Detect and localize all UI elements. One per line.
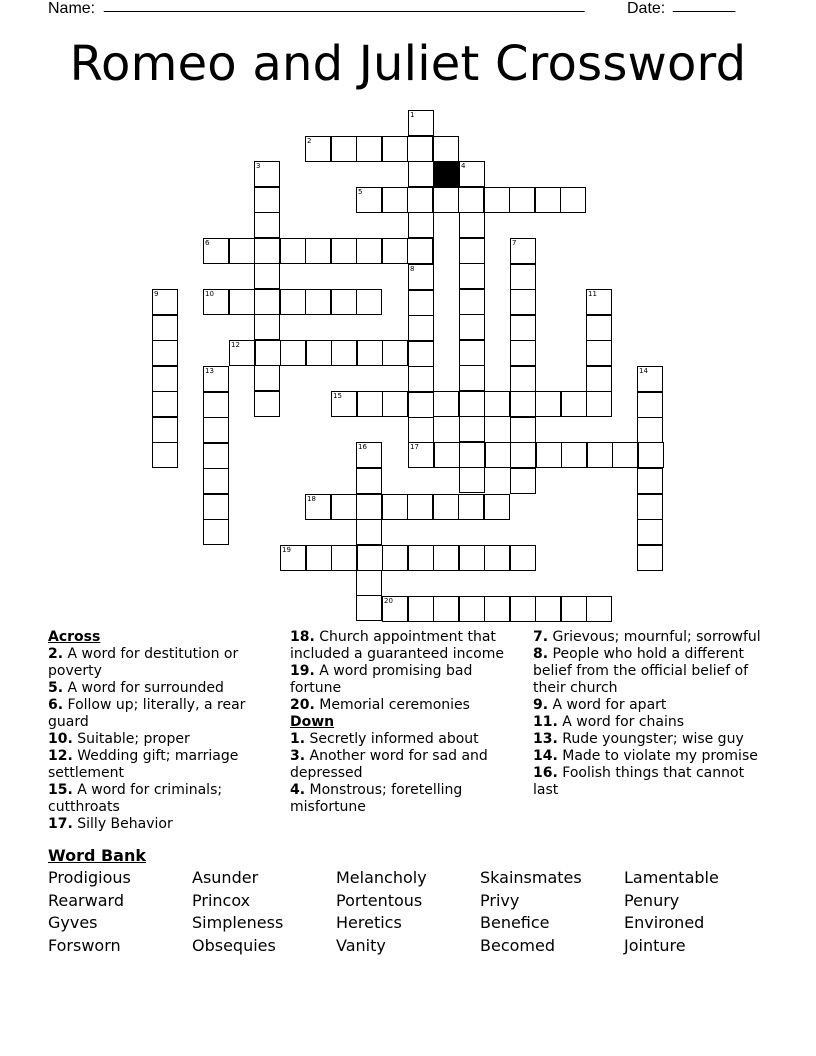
grid-cell[interactable] xyxy=(152,442,178,468)
grid-cell[interactable] xyxy=(510,417,536,443)
grid-cell[interactable] xyxy=(459,416,485,442)
grid-cell[interactable] xyxy=(203,366,229,392)
black-cell xyxy=(433,162,459,188)
grid-cell[interactable] xyxy=(561,391,587,417)
across-clue xyxy=(48,782,278,816)
grid-cell[interactable] xyxy=(382,187,408,213)
across-clue xyxy=(290,697,522,714)
word-bank-heading: Word Bank xyxy=(48,846,147,865)
clues-column-3 xyxy=(533,629,765,799)
clue-number: 7. xyxy=(533,629,549,645)
grid-cell[interactable] xyxy=(459,340,485,366)
page-title: Romeo and Juliet Crossword xyxy=(69,36,747,92)
clue-text: Silly Behavior xyxy=(72,816,173,832)
across-clue xyxy=(48,731,278,748)
grid-cell[interactable] xyxy=(408,264,434,290)
word-bank-item: Skainsmates xyxy=(480,868,582,887)
clue-number: 17. xyxy=(48,816,73,832)
cell-number: 5 xyxy=(358,188,363,196)
grid-cell[interactable] xyxy=(357,340,383,366)
grid-cell[interactable] xyxy=(203,519,229,545)
clue-number: 19. xyxy=(290,663,315,679)
grid-cell[interactable] xyxy=(637,494,663,520)
clue-text: A word for apart xyxy=(548,697,667,713)
grid-cell[interactable] xyxy=(254,238,280,264)
cell-number: 8 xyxy=(410,265,415,273)
grid-cell[interactable] xyxy=(459,596,485,622)
grid-cell[interactable] xyxy=(408,417,434,443)
grid-cell[interactable] xyxy=(280,545,306,571)
word-bank-item: Forsworn xyxy=(48,936,121,956)
word-bank-item: Simpleness xyxy=(192,913,284,933)
grid-cell[interactable] xyxy=(637,392,663,418)
grid-cell[interactable] xyxy=(152,340,178,366)
grid-cell[interactable] xyxy=(356,468,382,494)
grid-cell[interactable] xyxy=(637,366,663,392)
cell-number: 17 xyxy=(410,443,419,451)
grid-cell[interactable] xyxy=(152,417,178,443)
grid-cell[interactable] xyxy=(637,468,663,494)
clue-number: 11. xyxy=(533,714,558,730)
cell-number: 16 xyxy=(358,443,367,451)
clue-number: 3. xyxy=(290,748,306,764)
down-clue xyxy=(533,629,765,646)
grid-cell[interactable] xyxy=(586,315,612,341)
grid-cell[interactable] xyxy=(459,442,485,468)
word-bank-item: Benefice xyxy=(480,913,550,933)
grid-cell[interactable] xyxy=(280,289,306,315)
word-bank-item: Jointure xyxy=(624,936,686,956)
clue-text: People who hold a different belief from the official belief of their church xyxy=(533,646,749,696)
grid-cell[interactable] xyxy=(254,391,280,417)
clue-text: Suitable; proper xyxy=(72,731,190,747)
grid-cell[interactable] xyxy=(561,442,587,468)
grid-cell[interactable] xyxy=(203,417,229,443)
grid-cell[interactable] xyxy=(331,136,357,162)
grid-cell[interactable] xyxy=(331,494,357,520)
grid-cell[interactable] xyxy=(331,289,357,315)
grid-cell[interactable] xyxy=(229,289,255,315)
grid-cell[interactable] xyxy=(510,442,536,468)
grid-cell[interactable] xyxy=(280,340,306,366)
word-bank-item: Asunder xyxy=(192,868,259,887)
grid-cell[interactable] xyxy=(433,494,459,520)
grid-cell[interactable] xyxy=(407,187,433,213)
grid-cell[interactable] xyxy=(459,161,485,187)
grid-cell[interactable] xyxy=(203,289,229,315)
grid-cell[interactable] xyxy=(280,238,306,264)
word-bank-item: Lamentable xyxy=(624,868,719,887)
cell-number: 20 xyxy=(384,597,393,605)
grid-cell[interactable] xyxy=(382,136,408,162)
clues-column-1 xyxy=(48,629,278,833)
clue-number: 13. xyxy=(533,731,558,747)
word-bank-item: Becomed xyxy=(480,936,555,956)
down-heading: Down xyxy=(290,714,335,730)
grid-cell[interactable] xyxy=(356,595,382,621)
grid-cell[interactable] xyxy=(382,596,408,622)
down-clue xyxy=(533,646,765,697)
grid-cell[interactable] xyxy=(637,417,663,443)
grid-cell[interactable] xyxy=(254,263,280,289)
word-bank-item: Privy xyxy=(480,890,520,910)
grid-cell[interactable] xyxy=(535,596,561,622)
grid-cell[interactable] xyxy=(305,494,331,520)
grid-cell[interactable] xyxy=(254,212,280,238)
grid-cell[interactable] xyxy=(484,187,510,213)
across-clue xyxy=(290,663,522,697)
grid-cell[interactable] xyxy=(459,545,485,571)
grid-cell[interactable] xyxy=(356,570,382,596)
word-bank-item: Portentous xyxy=(336,890,423,910)
down-clue xyxy=(533,697,765,714)
across-clue xyxy=(48,646,278,680)
clue-text: Church appointment that included a guaranteed income xyxy=(290,629,504,662)
down-clue xyxy=(290,748,522,782)
grid-cell[interactable] xyxy=(356,238,382,264)
grid-cell[interactable] xyxy=(152,315,178,341)
grid-cell[interactable] xyxy=(382,391,408,417)
clues-column-2 xyxy=(290,629,522,816)
grid-cell[interactable] xyxy=(305,289,331,315)
grid-cell[interactable] xyxy=(510,238,536,264)
cell-number: 9 xyxy=(154,290,159,298)
grid-cell[interactable] xyxy=(484,391,510,417)
clue-number: 6. xyxy=(48,697,64,713)
grid-cell[interactable] xyxy=(407,238,433,264)
name-label: Name: xyxy=(48,0,96,17)
cell-number: 1 xyxy=(410,111,415,119)
word-bank-item: Melancholy xyxy=(336,868,427,887)
date-line[interactable]: _______ xyxy=(673,0,736,13)
grid-cell[interactable] xyxy=(484,494,510,520)
clue-text: Grievous; mournful; sorrowful xyxy=(548,629,761,645)
grid-cell[interactable] xyxy=(356,494,382,520)
grid-cell[interactable] xyxy=(331,545,357,571)
clue-text: A word for destitution or poverty xyxy=(48,646,239,679)
down-clue xyxy=(533,765,765,799)
grid-cell[interactable] xyxy=(484,545,510,571)
across-clue xyxy=(48,816,278,833)
grid-cell[interactable] xyxy=(229,238,255,264)
cell-number: 7 xyxy=(512,239,517,247)
down-clue xyxy=(533,748,765,765)
grid-cell[interactable] xyxy=(152,289,178,315)
cell-number: 11 xyxy=(588,290,597,298)
cell-number: 12 xyxy=(231,341,240,349)
grid-cell[interactable] xyxy=(203,392,229,418)
grid-cell[interactable] xyxy=(152,366,178,392)
down-clue xyxy=(533,714,765,731)
down-clue xyxy=(533,731,765,748)
clue-text: A word for chains xyxy=(557,714,685,730)
across-heading: Across xyxy=(48,629,101,645)
cell-number: 19 xyxy=(282,546,291,554)
grid-cell[interactable] xyxy=(356,136,382,162)
clue-number: 20. xyxy=(290,697,315,713)
across-clue xyxy=(48,697,278,731)
clue-number: 5. xyxy=(48,680,64,696)
grid-cell[interactable] xyxy=(305,238,331,264)
grid-cell[interactable] xyxy=(510,315,536,341)
cell-number: 10 xyxy=(205,290,214,298)
clue-number: 16. xyxy=(533,765,558,781)
grid-cell[interactable] xyxy=(433,187,459,213)
grid-cell[interactable] xyxy=(306,545,332,571)
clue-text: A word for surrounded xyxy=(63,680,224,696)
clue-text: A word for criminals; cutthroats xyxy=(48,782,223,815)
clue-number: 1. xyxy=(290,731,306,747)
grid-cell[interactable] xyxy=(485,442,511,468)
across-clue xyxy=(48,748,278,782)
word-bank-item: Prodigious xyxy=(48,868,131,887)
grid-cell[interactable] xyxy=(407,494,433,520)
clue-number: 18. xyxy=(290,629,315,645)
cell-number: 14 xyxy=(639,367,648,375)
grid-cell[interactable] xyxy=(484,596,510,622)
clue-number: 2. xyxy=(48,646,64,662)
grid-cell[interactable] xyxy=(203,238,229,264)
grid-cell[interactable] xyxy=(254,289,280,315)
grid-cell[interactable] xyxy=(356,519,382,545)
word-bank-item: Gyves xyxy=(48,913,98,933)
cell-number: 18 xyxy=(307,495,316,503)
clue-text: A word promising bad fortune xyxy=(290,663,473,696)
grid-cell[interactable] xyxy=(408,392,434,418)
clue-number: 4. xyxy=(290,782,306,798)
grid-cell[interactable] xyxy=(510,289,536,315)
grid-cell[interactable] xyxy=(510,264,536,290)
grid-cell[interactable] xyxy=(382,494,408,520)
grid-cell[interactable] xyxy=(459,467,485,493)
grid-cell[interactable] xyxy=(433,391,459,417)
grid-cell[interactable] xyxy=(510,366,536,392)
grid-cell[interactable] xyxy=(458,187,484,213)
word-bank-item: Obsequies xyxy=(192,936,276,956)
grid-cell[interactable] xyxy=(509,187,535,213)
word-bank-item: Princox xyxy=(192,890,251,910)
grid-cell[interactable] xyxy=(152,391,178,417)
grid-cell[interactable] xyxy=(510,340,536,366)
grid-cell[interactable] xyxy=(459,263,485,289)
cell-number: 4 xyxy=(461,162,466,170)
clues-section xyxy=(0,629,816,839)
clue-text: Monstrous; foretelling misfortune xyxy=(290,782,463,815)
grid-cell[interactable] xyxy=(510,596,536,622)
grid-cell[interactable] xyxy=(255,340,281,366)
grid-cell[interactable] xyxy=(331,391,357,417)
clue-number: 10. xyxy=(48,731,73,747)
grid-cell[interactable] xyxy=(408,341,434,367)
grid-cell[interactable] xyxy=(203,468,229,494)
cell-number: 6 xyxy=(205,239,210,247)
grid-cell[interactable] xyxy=(229,340,255,366)
grid-cell[interactable] xyxy=(408,366,434,392)
down-clue xyxy=(290,731,522,748)
grid-cell[interactable] xyxy=(331,238,357,264)
grid-cell[interactable] xyxy=(408,290,434,316)
grid-cell[interactable] xyxy=(586,596,612,622)
grid-cell[interactable] xyxy=(510,391,536,417)
cell-number: 3 xyxy=(256,162,261,170)
grid-cell[interactable] xyxy=(254,187,280,213)
cell-number: 15 xyxy=(333,392,342,400)
grid-cell[interactable] xyxy=(459,238,485,264)
grid-cell[interactable] xyxy=(561,596,587,622)
name-line[interactable]: ______________________________________________________ xyxy=(104,0,585,13)
grid-cell[interactable] xyxy=(331,340,357,366)
grid-cell[interactable] xyxy=(510,468,536,494)
grid-cell[interactable] xyxy=(433,596,459,622)
word-bank xyxy=(48,845,768,956)
grid-cell[interactable] xyxy=(433,545,459,571)
grid-cell[interactable] xyxy=(535,187,561,213)
word-bank-item: Environed xyxy=(624,913,705,933)
across-clue xyxy=(290,629,522,663)
grid-cell[interactable] xyxy=(433,136,459,162)
cell-number: 2 xyxy=(307,137,312,145)
grid-cell[interactable] xyxy=(408,110,434,136)
grid-cell[interactable] xyxy=(536,442,562,468)
word-bank-item: Rearward xyxy=(48,890,124,910)
grid-cell[interactable] xyxy=(408,212,434,238)
grid-cell[interactable] xyxy=(356,442,382,468)
grid-cell[interactable] xyxy=(560,187,586,213)
grid-cell[interactable] xyxy=(407,136,433,162)
grid-cell[interactable] xyxy=(203,443,229,469)
grid-cell[interactable] xyxy=(586,340,612,366)
clue-number: 15. xyxy=(48,782,73,798)
grid-cell[interactable] xyxy=(459,212,485,238)
grid-cell[interactable] xyxy=(587,442,613,468)
grid-cell[interactable] xyxy=(612,442,638,468)
grid-cell[interactable] xyxy=(382,238,408,264)
grid-cell[interactable] xyxy=(459,289,485,315)
grid-cell[interactable] xyxy=(459,314,485,340)
clue-text: Another word for sad and depressed xyxy=(290,748,488,781)
clue-text: Secretly informed about xyxy=(305,731,479,747)
grid-cell[interactable] xyxy=(535,391,561,417)
grid-cell[interactable] xyxy=(408,161,434,187)
grid-cell[interactable] xyxy=(254,161,280,187)
grid-cell[interactable] xyxy=(356,187,382,213)
grid-cell[interactable] xyxy=(434,442,460,468)
grid-cell[interactable] xyxy=(586,366,612,392)
grid-cell[interactable] xyxy=(254,314,280,340)
grid-cell[interactable] xyxy=(357,391,383,417)
grid-cell[interactable] xyxy=(356,289,382,315)
grid-cell[interactable] xyxy=(254,365,280,391)
word-bank-item: Heretics xyxy=(336,913,402,933)
grid-cell[interactable] xyxy=(203,494,229,520)
grid-cell[interactable] xyxy=(382,545,408,571)
clue-text: Rude youngster; wise guy xyxy=(557,731,744,747)
grid-cell[interactable] xyxy=(459,365,485,391)
grid-cell[interactable] xyxy=(637,519,663,545)
word-bank-item: Vanity xyxy=(336,936,386,956)
grid-cell[interactable] xyxy=(357,545,383,571)
grid-cell[interactable] xyxy=(586,391,612,417)
clue-text: Follow up; literally, a rear guard xyxy=(48,697,246,730)
grid-cell[interactable] xyxy=(305,136,331,162)
grid-cell[interactable] xyxy=(408,442,434,468)
clue-text: Foolish things that cannot last xyxy=(533,765,745,798)
grid-cell[interactable] xyxy=(382,340,408,366)
grid-cell[interactable] xyxy=(459,391,485,417)
grid-cell[interactable] xyxy=(510,545,536,571)
grid-cell[interactable] xyxy=(458,494,484,520)
grid-cell[interactable] xyxy=(638,442,664,468)
grid-cell[interactable] xyxy=(408,545,434,571)
clue-number: 12. xyxy=(48,748,73,764)
grid-cell[interactable] xyxy=(586,289,612,315)
clue-number: 9. xyxy=(533,697,549,713)
down-clue xyxy=(290,782,522,816)
clue-text: Memorial ceremonies xyxy=(314,697,470,713)
clue-text: Wedding gift; marriage settlement xyxy=(48,748,239,781)
grid-cell[interactable] xyxy=(408,596,434,622)
grid-cell[interactable] xyxy=(637,545,663,571)
grid-cell[interactable] xyxy=(408,315,434,341)
word-bank-item: Penury xyxy=(624,890,680,910)
date-label: Date: xyxy=(627,0,666,17)
grid-cell[interactable] xyxy=(306,340,332,366)
clue-number: 8. xyxy=(533,646,549,662)
cell-number: 13 xyxy=(205,367,214,375)
across-clue xyxy=(48,680,278,697)
clue-number: 14. xyxy=(533,748,558,764)
clue-text: Made to violate my promise xyxy=(557,748,758,764)
